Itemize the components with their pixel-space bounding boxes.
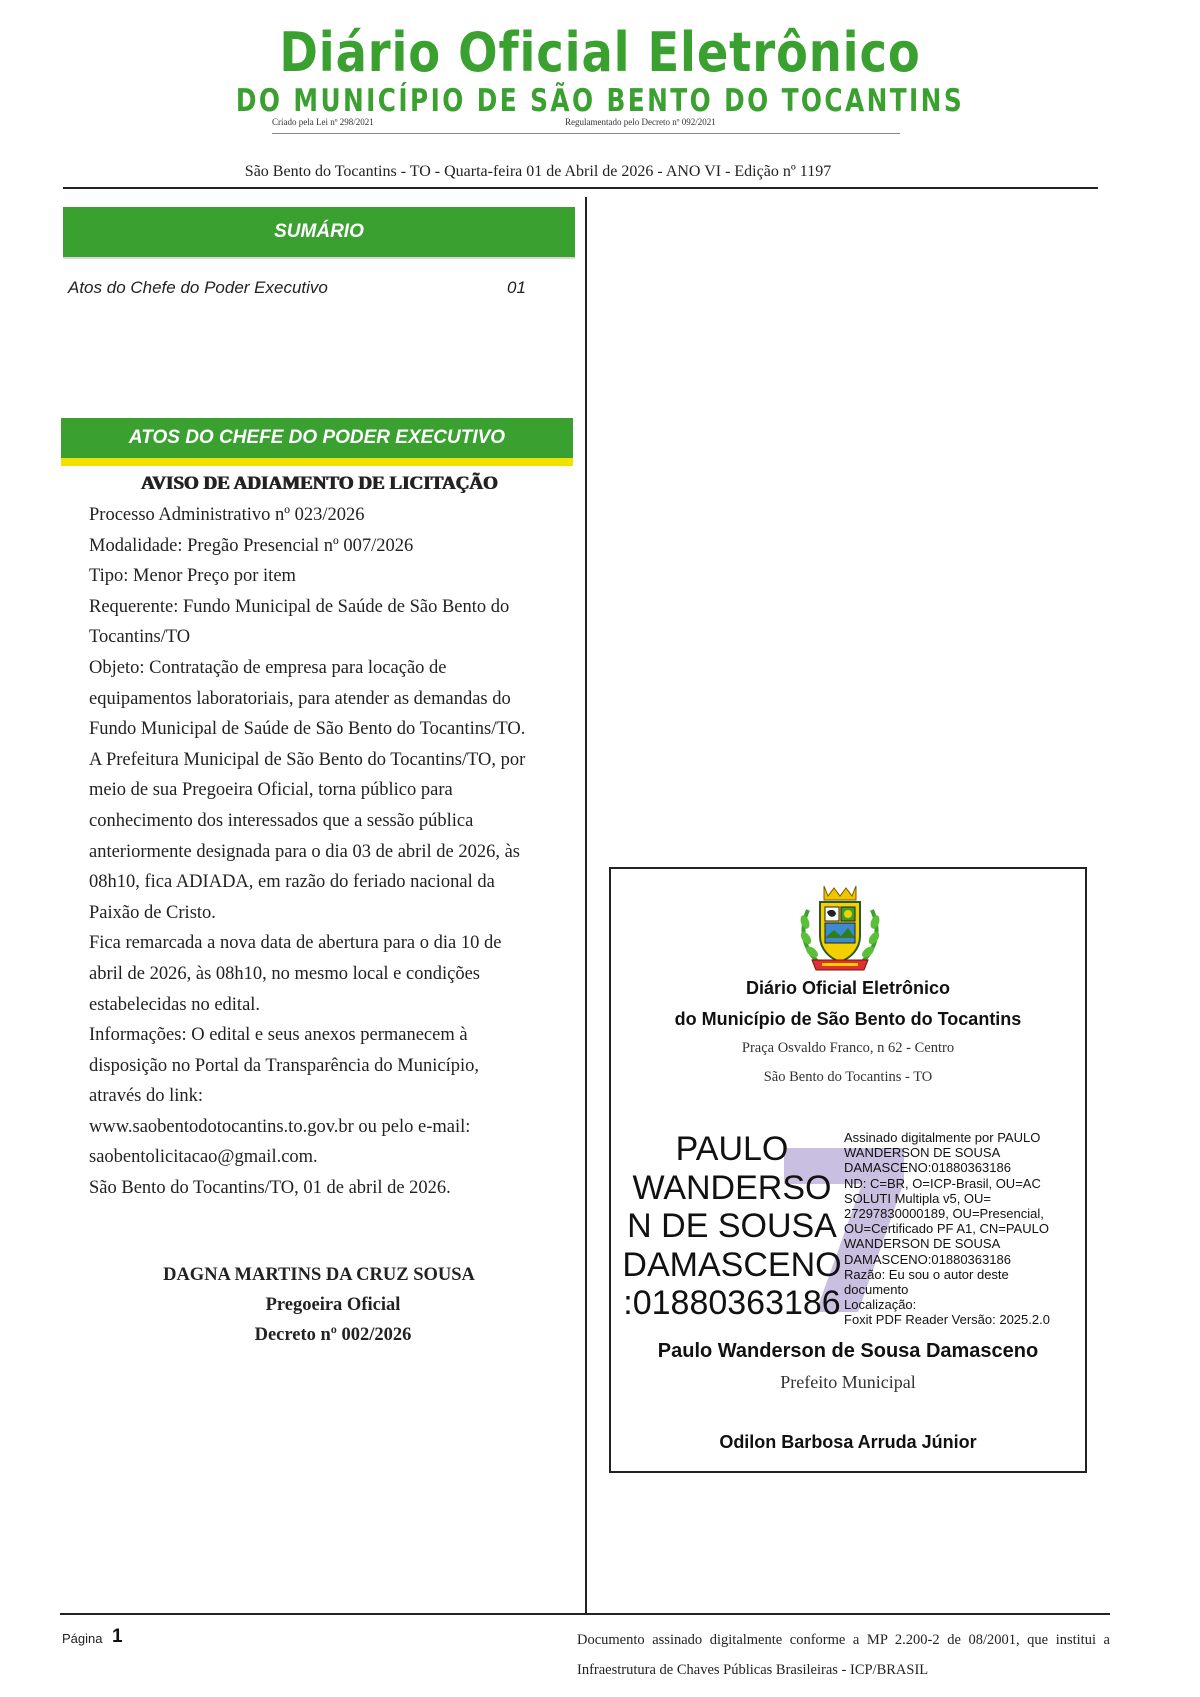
- notice-line: conhecimento dos interessados que a sessão pública: [89, 810, 474, 831]
- regulation-decree-note: Regulamentado pelo Decreto nº 092/2021: [565, 117, 716, 127]
- journal-title: Diário Oficial Eletrônico: [279, 21, 921, 84]
- notice-line: equipamentos laboratoriais, para atender as demandas do: [89, 688, 511, 709]
- signatory-role: Pregoeira Oficial: [265, 1295, 401, 1315]
- signatory-decree: Decreto nº 002/2026: [254, 1325, 412, 1345]
- summary-entry-page: 01: [507, 278, 526, 297]
- section-heading-stripe: [61, 458, 573, 466]
- summary-entry-label[interactable]: Atos do Chefe do Poder Executivo: [68, 278, 328, 297]
- mayor-role: Prefeito Municipal: [780, 1372, 916, 1392]
- section-heading: ATOS DO CHEFE DO PODER EXECUTIVO: [61, 418, 573, 458]
- notice-line: disposição no Portal da Transparência do Município,: [89, 1055, 479, 1076]
- footer-legal-text: Documento assinado digitalmente conforme a MP 2.200-2 de 08/2001, que institui a Infraestrutura de Chaves Públicas Brasileiras - ICP/BRASIL: [577, 1632, 1110, 1678]
- signature-detail-line: OU=Certificado PF A1, CN=PAULO: [844, 1221, 1049, 1237]
- footer-divider: [60, 1613, 1110, 1615]
- signature-name-line: DAMASCENO: [622, 1245, 842, 1284]
- signature-detail-line: Razão: Eu sou o autor deste: [844, 1266, 1009, 1282]
- signature-detail-line: WANDERSON DE SOUSA: [844, 1145, 1001, 1161]
- notice-line: Tipo: Menor Preço por item: [89, 566, 296, 587]
- notice-line: São Bento do Tocantins/TO, 01 de abril de 2026.: [89, 1178, 451, 1199]
- notice-line: Tocantins/TO: [89, 627, 191, 648]
- notice-line: estabelecidas no edital.: [89, 994, 261, 1015]
- notice-line: anteriormente designada para o dia 03 de abril de 2026, às: [89, 841, 520, 862]
- signature-name-line: WANDERSO: [632, 1168, 832, 1207]
- notice-line: A Prefeitura Municipal de São Bento do Tocantins/TO, por: [89, 749, 526, 770]
- coat-of-arms-icon: [794, 880, 886, 974]
- signature-detail-line: DAMASCENO:01880363186: [844, 1160, 1011, 1176]
- masthead-divider: [272, 133, 900, 134]
- notice-title: AVISO DE ADIAMENTO DE LICITAÇÃO: [140, 473, 498, 494]
- signature-detail-line: 27297830000189, OU=Presencial,: [844, 1206, 1044, 1222]
- creation-law-note: Criado pela Lei nº 298/2021: [272, 117, 374, 127]
- mayor-name: Paulo Wanderson de Sousa Damasceno: [657, 1340, 1039, 1362]
- notice-line: através do link:: [89, 1086, 204, 1107]
- box-city: São Bento do Tocantins - TO: [763, 1069, 933, 1085]
- notice-line: Modalidade: Pregão Presencial nº 007/2026: [89, 535, 414, 556]
- notice-line: Informações: O edital e seus anexos permanecem à: [89, 1025, 468, 1046]
- signature-detail-line: Foxit PDF Reader Versão: 2025.2.0: [844, 1312, 1050, 1328]
- signature-name-line: N DE SOUSA: [627, 1207, 837, 1245]
- vice-mayor-name: Odilon Barbosa Arruda Júnior: [719, 1432, 977, 1452]
- box-title-line1: Diário Oficial Eletrônico: [745, 978, 951, 998]
- notice-email-line[interactable]: saobentolicitacao@gmail.com.: [89, 1147, 318, 1168]
- digital-signature-details: [844, 1130, 1084, 1328]
- notice-link-line[interactable]: www.saobentodotocantins.to.gov.br ou pelo e-mail:: [89, 1116, 471, 1137]
- signature-detail-line: DAMASCENO:01880363186: [844, 1251, 1011, 1267]
- page-label: Página: [62, 1631, 103, 1646]
- signature-detail-line: WANDERSON DE SOUSA: [844, 1236, 1001, 1252]
- signature-name-line: PAULO: [675, 1130, 789, 1168]
- signature-detail-line: Localização:: [844, 1297, 917, 1313]
- notice-line: abril de 2026, às 08h10, no mesmo local e condições: [89, 963, 480, 984]
- signature-detail-line: ND: C=BR, O=ICP-Brasil, OU=AC: [844, 1175, 1041, 1191]
- signature-detail-line: documento: [844, 1282, 909, 1298]
- signature-name-line: :01880363186: [623, 1284, 841, 1322]
- signature-detail-line: SOLUTI Multipla v5, OU=: [844, 1190, 992, 1206]
- notice-line: Fica remarcada a nova data de abertura para o dia 10 de: [89, 933, 502, 954]
- notice-line: meio de sua Pregoeira Oficial, torna público para: [89, 780, 453, 801]
- notice-line: 08h10, fica ADIADA, em razão do feriado nacional da: [89, 872, 495, 893]
- notice-line: Requerente: Fundo Municipal de Saúde de São Bento do: [89, 596, 510, 617]
- notice-line: Processo Administrativo nº 023/2026: [89, 505, 365, 525]
- page-number: 1: [112, 1626, 123, 1647]
- notice-line: Paixão de Cristo.: [89, 902, 216, 923]
- journal-subtitle: DO MUNICÍPIO DE SÃO BENTO DO TOCANTINS: [235, 83, 965, 119]
- edition-info: São Bento do Tocantins - TO - Quarta-feira 01 de Abril de 2026 - ANO VI - Edição nº 1197: [244, 163, 832, 180]
- header-divider: [63, 187, 1098, 189]
- box-address: Praça Osvaldo Franco, n 62 - Centro: [741, 1040, 955, 1056]
- digital-signature-name: [620, 1130, 844, 1323]
- notice-body: [89, 500, 589, 1204]
- summary-heading: SUMÁRIO: [63, 207, 575, 259]
- box-title-line2: do Município de São Bento do Tocantins: [674, 1009, 1022, 1029]
- signature-detail-line: Assinado digitalmente por PAULO: [844, 1130, 1041, 1145]
- notice-line: Fundo Municipal de Saúde de São Bento do Tocantins/TO.: [89, 719, 526, 740]
- notice-line: Objeto: Contratação de empresa para locação de: [89, 657, 447, 678]
- signatory-name: DAGNA MARTINS DA CRUZ SOUSA: [163, 1265, 475, 1285]
